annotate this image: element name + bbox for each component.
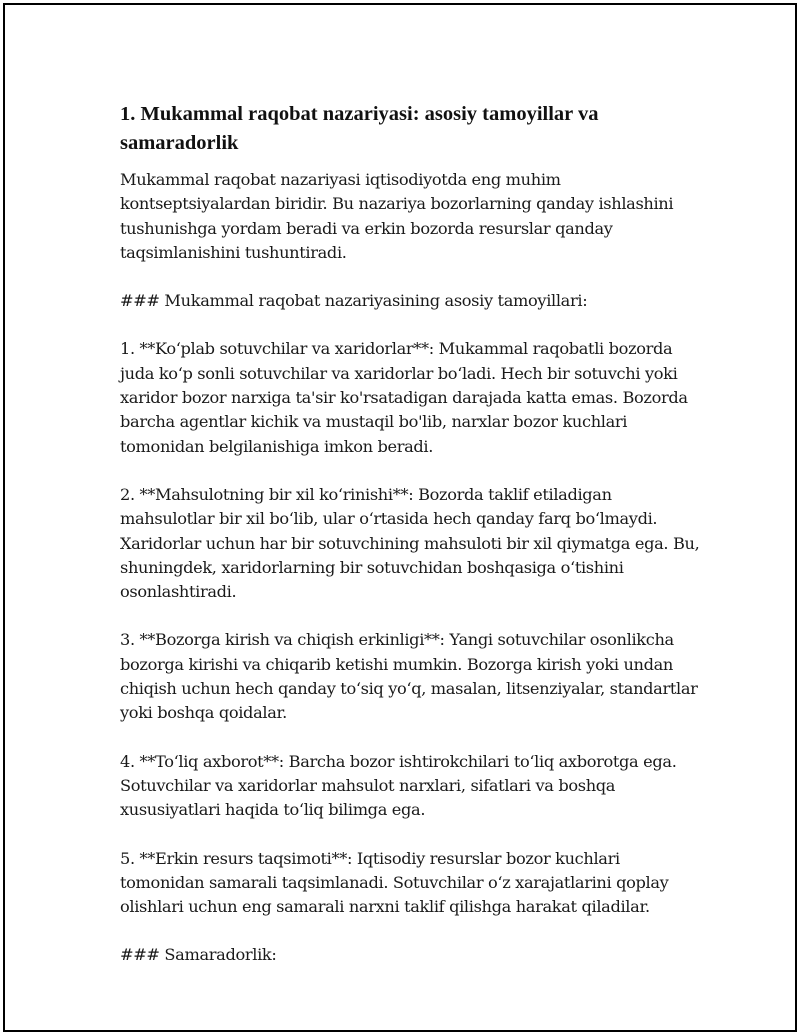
principle-1-paragraph: 1. **Koʻplab sotuvchilar va xaridorlar**: Mukammal raqobatli bozorda juda koʻp sonli sotuvchilar va xaridorlar boʻladi. Hech bir sotuvchi yoki xaridor bozor narxiga ta'sir ko'rsatadigan darajada katta emas. Bozorda barcha agentlar kichik va mustaqil bo'lib, narxlar bozor kuchlari tomonidan belgilanishiga imkon beradi. — [120, 339, 688, 456]
document-title: 1. Mukammal raqobat nazariyasi: asosiy tamoyillar va samaradorlik — [120, 103, 599, 154]
section-heading-efficiency: ### Samaradorlik: — [120, 945, 277, 965]
intro-paragraph: Mukammal raqobat nazariyasi iqtisodiyotda eng muhim kontseptsiyalardan biridir. Bu nazariya bozorlarning qanday ishlashini tushunishga yordam beradi va erkin bozorda resurslar qanday taqsimlanishini tushuntiradi. — [120, 170, 674, 262]
page-frame — [3, 3, 797, 1032]
principle-4-paragraph: 4. **Toʻliq axborot**: Barcha bozor ishtirokchilari toʻliq axborotga ega. Sotuvchilar va xaridorlar mahsulot narxlari, sifatlari va boshqa xususiyatlari haqida toʻliq bilimga ega. — [120, 751, 677, 820]
principle-3-paragraph: 3. **Bozorga kirish va chiqish erkinligi**: Yangi sotuvchilar osonlikcha bozorga kirishi va chiqarib ketishi mumkin. Bozorga kirish yoki undan chiqish uchun hech qanday toʻsiq yoʻq, masalan, litsenziyalar, standartlar yoki boshqa qoidalar. — [120, 630, 698, 723]
section-heading-principles: ### Mukammal raqobat nazariyasining asosiy tamoyillari: — [120, 291, 588, 311]
document-body — [120, 100, 700, 968]
principle-2-paragraph: 2. **Mahsulotning bir xil koʻrinishi**: Bozorda taklif etiladigan mahsulotlar bir xil boʻlib, ular oʻrtasida hech qanday farq boʻlmaydi. Xaridorlar uchun har bir sotuvchining mahsuloti bir xil qiymatga ega. Bu, shuningdek, xaridorlarning bir sotuvchidan boshqasiga oʻtishini osonlashtiradi. — [120, 484, 700, 602]
principle-5-paragraph: 5. **Erkin resurs taqsimoti**: Iqtisodiy resurslar bozor kuchlari tomonidan samarali taqsimlanadi. Sotuvchilar oʻz xarajatlarini qoplay olishlari uchun eng samarali narxni taklif qilishga harakat qiladilar. — [120, 848, 669, 917]
